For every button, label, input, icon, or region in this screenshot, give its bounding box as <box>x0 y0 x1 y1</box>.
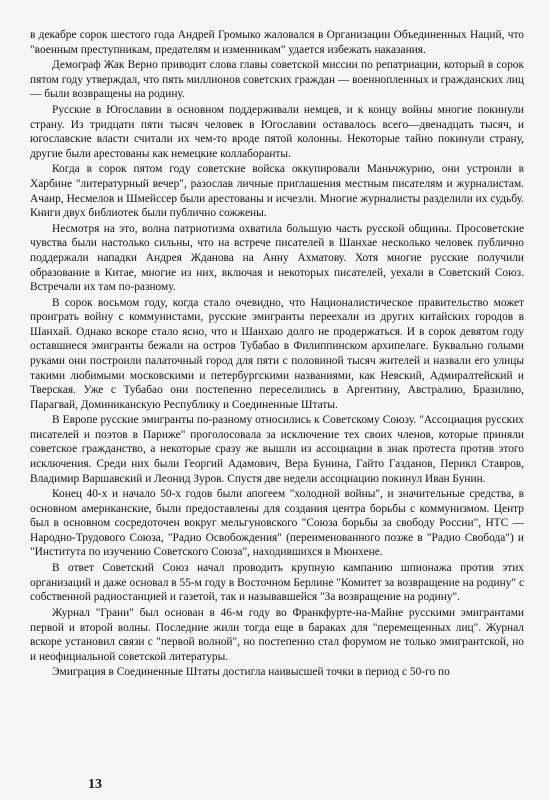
paragraph-1: в декабре сорок шестого года Андрей Громыко жаловался в Организации Объединенных Наций, что "военным преступникам, предателям и изменникам" удается избежать наказания. <box>30 29 524 56</box>
paragraph-8: Конец 40-х и начало 50-х годов были апогеем "холодной войны", и значительные средства, в основном американские, были предоставлены для создания центра борьбы с коммунизмом. Центр был в основном сосредоточен вокруг мельгуновского "Союза борьбы за свободу России", НТС — Народно-Трудового Союза, "Радио Освобождения" (переименованного позже в "Радио Свобода") и "Института по изучению Советского Союза", находившихся в Мюнхене. <box>30 488 524 559</box>
paragraph-2: Демограф Жак Верно приводит слова главы советской миссии по репатриации, который в сорок пятом году утверждал, что пять миллионов советских граждан — военнопленных и гражданских лиц — были возвращены на родину. <box>30 59 524 101</box>
paragraph-4: Когда в сорок пятом году советские войска оккупировали Маньчжурию, они устроили в Харбине "литературный вечер", разослав личные приглашения местным писателям и журналистам. Ачаир, Несмелов и Шмейссер были арестованы и исчезли. Многие журналисты разделили их судьбу. Книги двух библиотек были публично сожжены. <box>30 163 524 220</box>
paragraph-11: Эмиграция в Соединенные Штаты достигла наивысшей точки в период с 50-го по <box>52 666 450 679</box>
paragraph-9: В ответ Советский Союз начал проводить крупную кампанию шпионажа против этих организаций и даже основал в 55-м году в Восточном Берлине "Комитет за возвращение на родину" с собственной радиостанцией и газетой, так и называвшейся "За возвращение на родину". <box>30 562 524 604</box>
paragraph-5: Несмотря на это, волна патриотизма охватила большую часть русской общины. Просоветские чувства были настолько сильны, что на встрече писателей в Шанхае несколько человек публично поддержали нападки Андрея Жданова на Анну Ахматову. Хотя многие русские получили образование в Китае, многие из них, включая и некоторых писателей, уехали в Советский Союз. Встречали их там по-разному. <box>30 222 524 294</box>
paragraph-10: Журнал "Грани" был основан в 46-м году во Франкфурте-на-Майне русскими эмигрантами первой и второй волны. Последние жили тогда еще в бараках для "перемещенных лиц". Журнал вскоре установил связи с "первой волной", но постепенно стал форумом не только эмигрантской, но и неофициальной советской литературы. <box>30 607 524 663</box>
paragraph-7: В Европе русские эмигранты по-разному относились к Советскому Союзу. "Ассоциация русских писателей и поэтов в Париже" проголосовала за исключение тех своих членов, которые приняли советское гражданство, а некоторые сразу же вышли из ассоциации в знак протеста против этого исключения. Среди них были Георгий Адамович, Вера Бунина, Гайто Газданов, Перикл Ставров, Владимир Варшавский и Леонид Зуров. Спустя две недели ассоциацию покинул Иван Бунин. <box>30 414 524 485</box>
page-number: 13 <box>88 777 102 792</box>
paragraph-6: В сорок восьмом году, когда стало очевидно, что Националистическое правительство может проиграть войну с коммунистами, русские эмигранты переехали из других китайских городов в Шанхай. Однако вскоре стало ясно, что и Шанхаю долго не продержаться. И в сорок девятом году оставшиеся эмигранты бежали на остров Тубабао в Филиппинском архипелаге. Буквально голыми руками они построили палаточный город для пяти с половиной тысяч жителей и назвали его улицы такими любимыми московскими и петербургскими названиями, как Невский, Адмиралтейский и Тверская. Уже с Тубабао они постепенно переселились в Аргентину, Австралию, Бразилию, Парагвай, Доминиканскую Республику и Соединенные Штаты. <box>30 296 524 411</box>
paragraph-3: Русские в Югославии в основном поддерживали немцев, и к концу войны многие покинули страну. Из тридцати пяти тысяч человек в Югославии оставалось всего—двенадцать тысяч, и югославские власти считали их чем-то вроде пятой колонны. Некоторые тайно покинули страну, другие были арестованы как немецкие коллаборанты. <box>30 104 524 160</box>
